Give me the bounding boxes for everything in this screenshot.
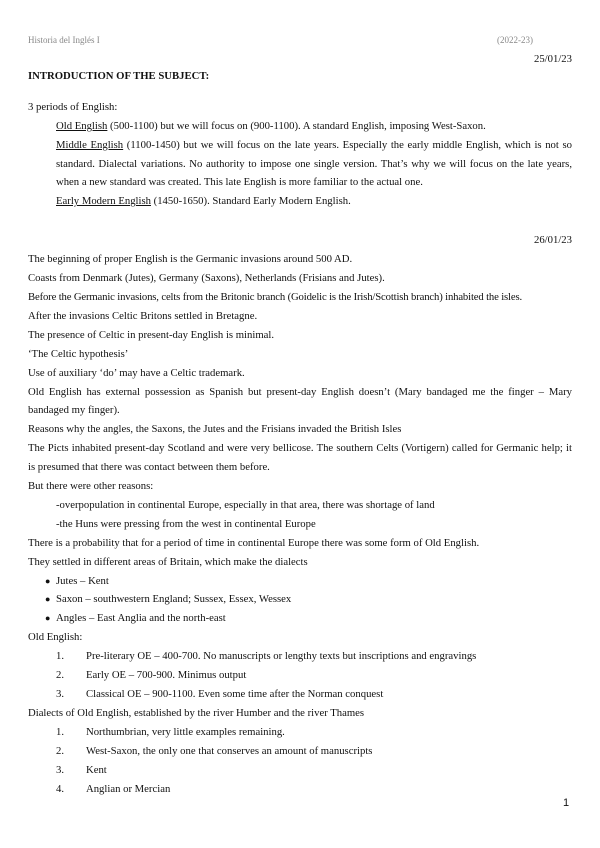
period-name: Early Modern English bbox=[56, 195, 151, 208]
text-line: Coasts from Denmark (Jutes), Germany (Saxons), Netherlands (Frisians and Jutes). bbox=[28, 272, 385, 285]
reason-item: -the Huns were pressing from the west in continental Europe bbox=[56, 517, 316, 530]
numbered-item bbox=[28, 647, 572, 666]
period-old-english bbox=[28, 117, 572, 136]
text-line: After the invasions Celtic Britons settled in Bretagne. bbox=[28, 309, 258, 322]
old-english-label: Old English: bbox=[28, 631, 83, 644]
period-text: (1100-1450) but we will focus on the late years. Especially the early middle English, which is not so standard. Dialectal variations. No authority to impose one single version. That’s why we will focus on the late years, when a new standard was created. This late English is more familiar to the actual one. bbox=[56, 138, 572, 189]
item-text: Kent bbox=[86, 763, 107, 776]
bullet-item bbox=[28, 609, 572, 628]
header-year: (2022-23) bbox=[497, 35, 533, 45]
text-line: ‘The Celtic hypothesis’ bbox=[28, 347, 129, 360]
item-text: Northumbrian, very little examples remaining. bbox=[86, 725, 285, 738]
numbered-item bbox=[28, 723, 572, 742]
bullet-item bbox=[28, 572, 572, 591]
numbered-item bbox=[28, 685, 572, 704]
item-number: 3. bbox=[56, 688, 65, 700]
bullet-text: Saxon – southwestern England; Sussex, Essex, Wessex bbox=[56, 593, 292, 606]
item-number: 1. bbox=[56, 725, 65, 738]
text-line: Use of auxiliary ‘do’ may have a Celtic trademark. bbox=[28, 366, 245, 379]
item-text: Anglian or Mercian bbox=[86, 782, 171, 795]
item-number: 2. bbox=[56, 669, 65, 682]
numbered-item bbox=[28, 742, 572, 761]
bullet-icon: ● bbox=[45, 613, 51, 624]
text-line: Before the Germanic invasions, celts from the Britonic branch (Goidelic is the Irish/Scottish branch) inhabited the isles. bbox=[28, 290, 522, 303]
settled-line: They settled in different areas of Britain, which make the dialects bbox=[28, 555, 308, 568]
periods-intro: 3 periods of English: bbox=[28, 100, 118, 113]
numbered-item bbox=[28, 761, 572, 780]
reasons-line: Reasons why the angles, the Saxons, the Jutes and the Frisians invaded the British Isles bbox=[28, 423, 402, 436]
period-middle-english bbox=[28, 136, 572, 193]
item-text: Early OE – 700-900. Minimus output bbox=[86, 669, 247, 682]
page-number: 1 bbox=[563, 797, 570, 809]
numbered-item bbox=[28, 780, 572, 799]
possession-paragraph: Old English has external possession as Spanish but present-day English doesn’t (Mary bandaged me the finger – Mary bandaged my finger). bbox=[28, 385, 572, 417]
period-early-modern-english bbox=[28, 192, 572, 211]
bullet-icon: ● bbox=[45, 575, 51, 586]
period-text: (500-1100) but we will focus on (900-1100). A standard English, imposing West-Saxon. bbox=[107, 119, 486, 132]
period-name: Old English bbox=[56, 119, 108, 132]
bullet-icon: ● bbox=[45, 594, 51, 605]
date-2: 26/01/23 bbox=[533, 234, 572, 247]
item-number: 3. bbox=[56, 763, 65, 776]
bullet-item bbox=[28, 590, 572, 609]
item-text: Classical OE – 900-1100. Even some time after the Norman conquest bbox=[86, 688, 384, 700]
period-text: (1450-1650). Standard Early Modern English. bbox=[150, 195, 351, 208]
bullet-text: Jutes – Kent bbox=[56, 574, 109, 587]
item-text: Pre-literary OE – 400-700. No manuscripts or lengthy texts but inscriptions and engravings bbox=[86, 650, 477, 663]
section-title: INTRODUCTION OF THE SUBJECT: bbox=[28, 69, 210, 82]
item-number: 2. bbox=[56, 744, 65, 757]
text-line: The beginning of proper English is the Germanic invasions around 500 AD. bbox=[28, 253, 353, 266]
item-number: 1. bbox=[56, 650, 65, 663]
bullet-text: Angles – East Anglia and the north-east bbox=[56, 612, 226, 625]
probability-line: There is a probability that for a period of time in continental Europe there was some form of Old English. bbox=[28, 536, 480, 549]
other-reasons-label: But there were other reasons: bbox=[28, 480, 154, 493]
document-body bbox=[28, 50, 572, 798]
numbered-item bbox=[28, 666, 572, 685]
item-text: West-Saxon, the only one that conserves an amount of manuscripts bbox=[86, 744, 373, 757]
date-1: 25/01/23 bbox=[533, 53, 572, 65]
text-line: The presence of Celtic in present-day English is minimal. bbox=[28, 328, 275, 341]
header-course: Historia del Inglés I bbox=[28, 35, 100, 45]
reason-item: -overpopulation in continental Europe, especially in that area, there was shortage of land bbox=[56, 498, 435, 511]
period-name: Middle English bbox=[56, 138, 124, 151]
picts-paragraph: The Picts inhabited present-day Scotland and were very bellicose. The southern Celts (Vortigern) called for Germanic help; it is presumed that there was contact between them before. bbox=[28, 442, 572, 474]
dialects-label: Dialects of Old English, established by the river Humber and the river Thames bbox=[28, 706, 365, 719]
item-number: 4. bbox=[56, 782, 65, 795]
